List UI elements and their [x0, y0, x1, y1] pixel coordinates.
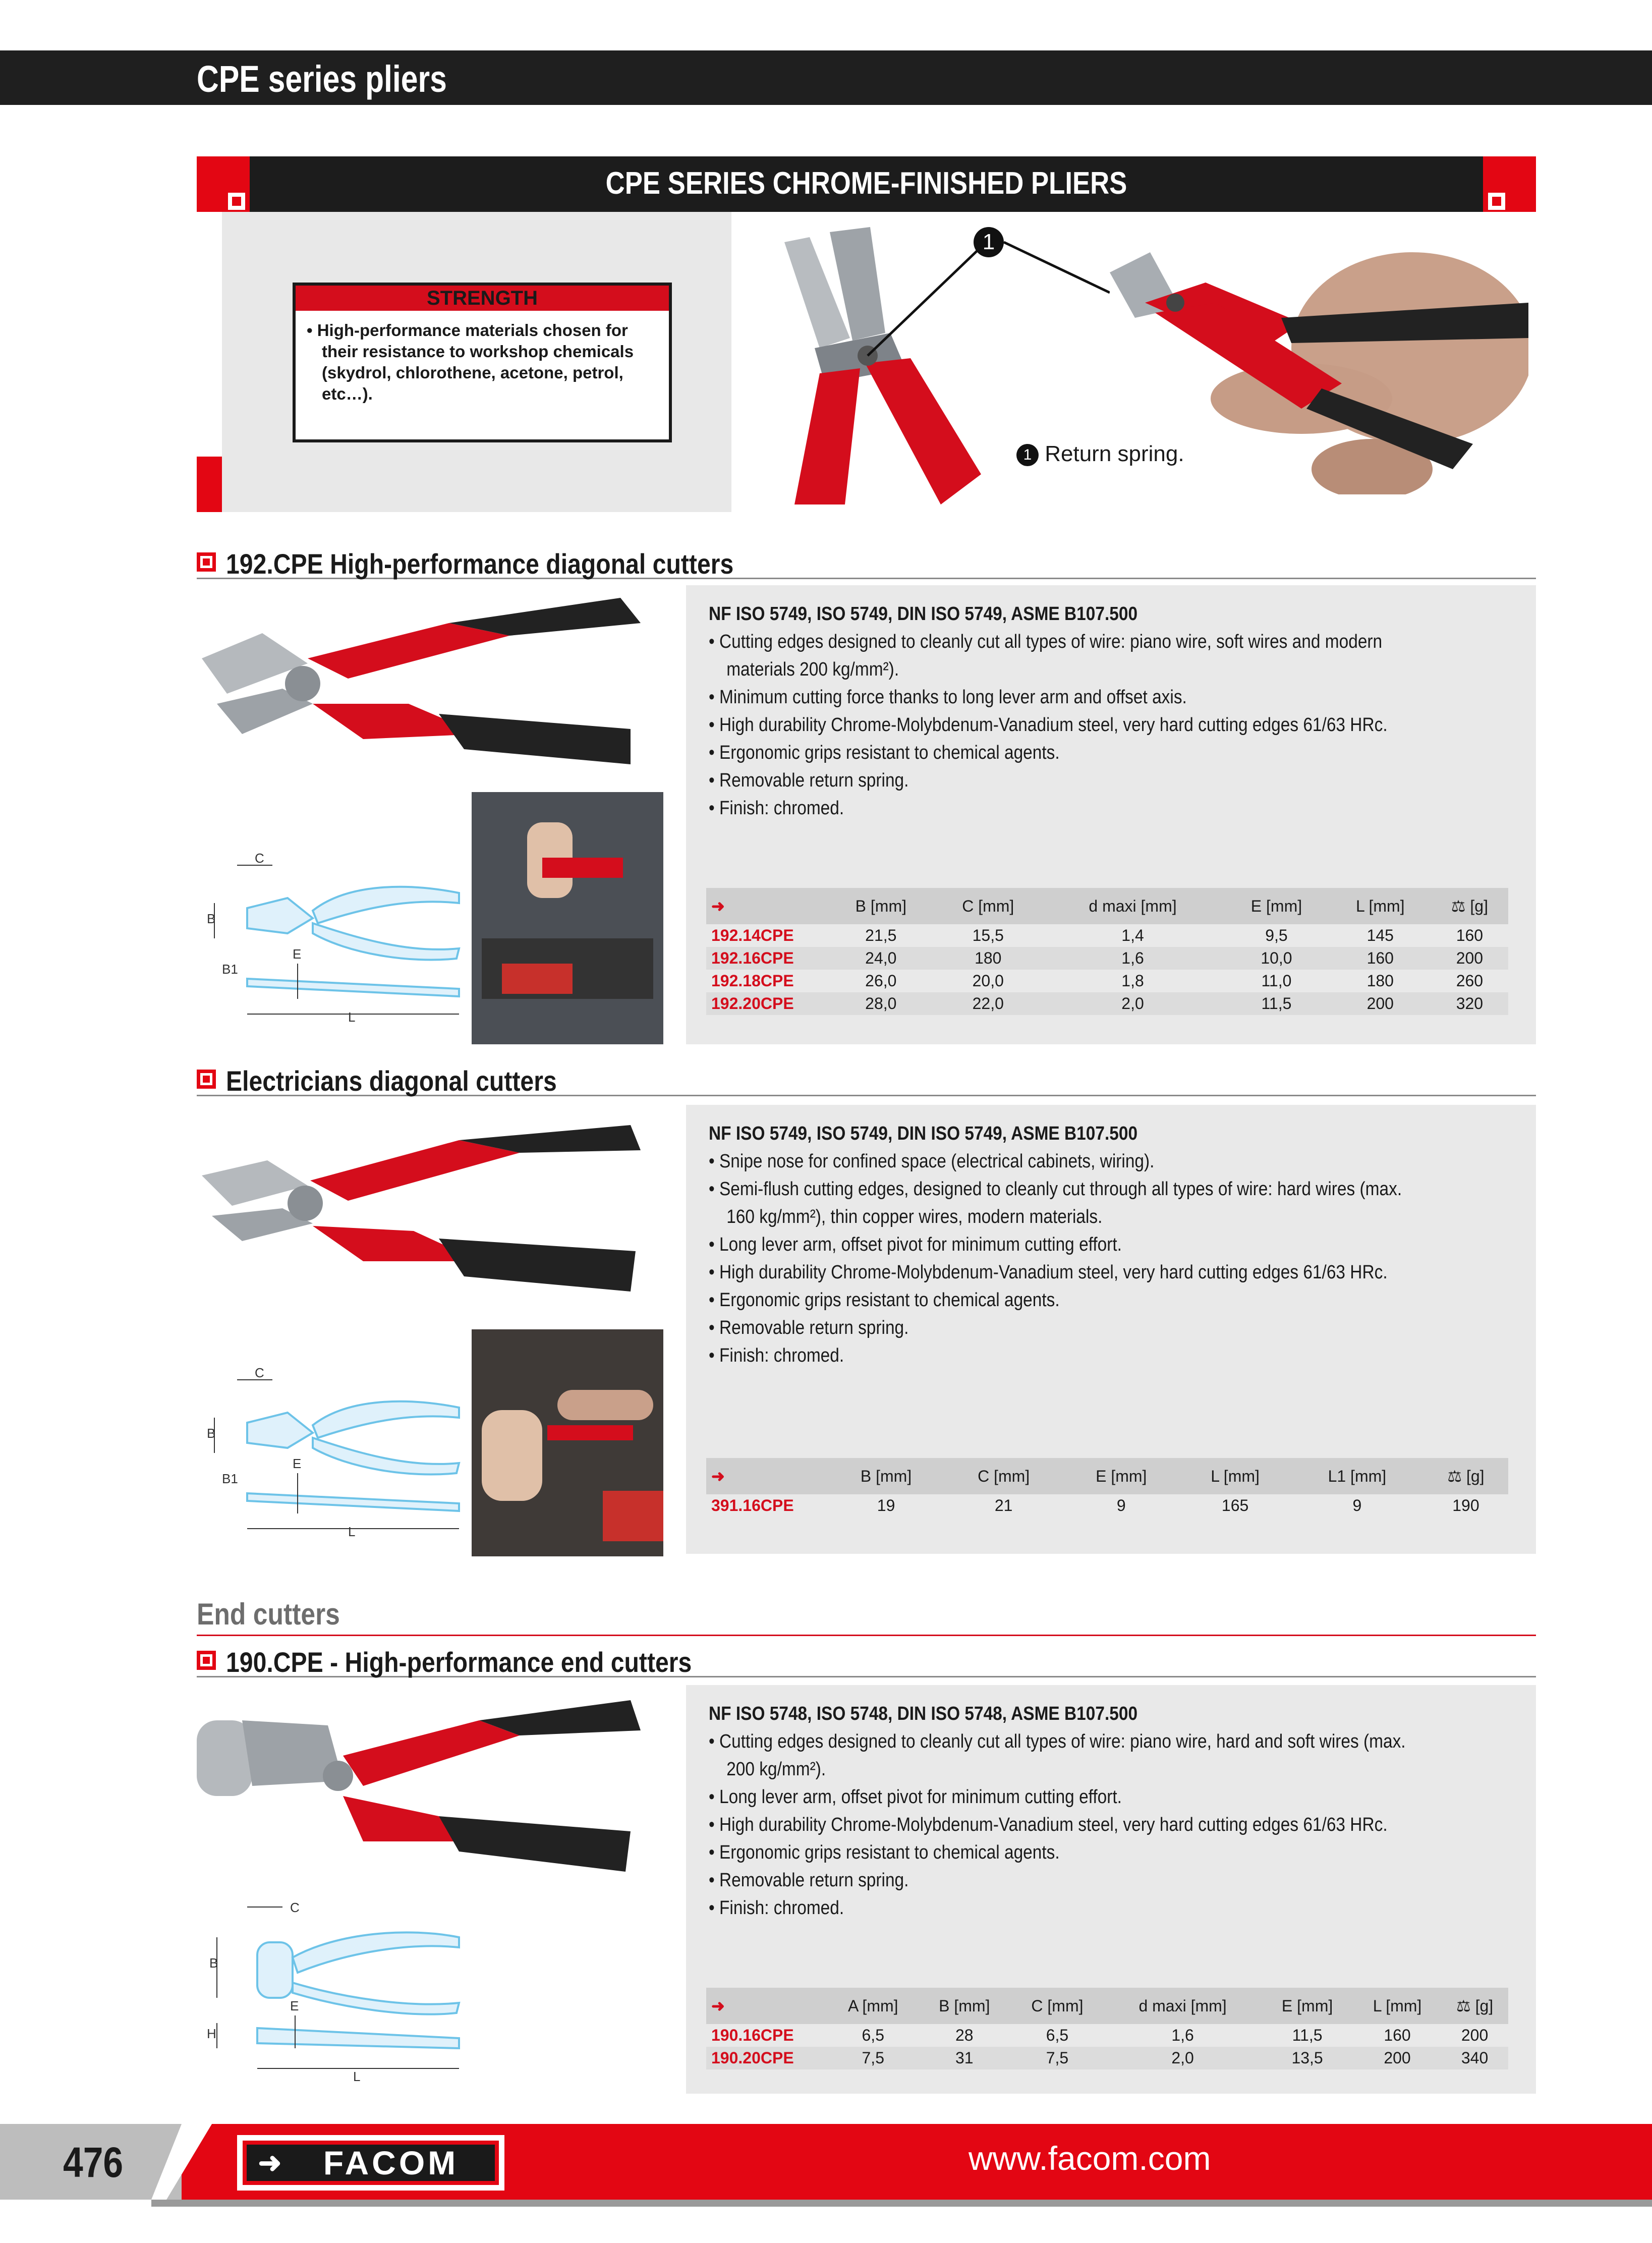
column-header: d maxi [mm]	[1104, 1988, 1261, 2024]
workshop-photo	[472, 792, 663, 1044]
table-header-row	[706, 1458, 1508, 1494]
footer-underline	[151, 2200, 1652, 2207]
dim-label-b1: B1	[222, 962, 238, 977]
column-header: C [mm]	[934, 888, 1042, 924]
strength-text	[296, 311, 669, 405]
strength-box	[293, 283, 672, 442]
dim-label-e: E	[293, 1456, 302, 1471]
bullet-line: • Removable return spring.	[709, 770, 909, 791]
spec-panel-190cpe	[686, 1685, 1536, 2094]
dim-label-b: B	[207, 1426, 216, 1441]
dimension-diagram	[197, 1367, 469, 1549]
category-title: End cutters	[197, 1597, 340, 1631]
strength-line: • High-performance materials chosen for	[307, 321, 628, 340]
section-title: 190.CPE - High-performance end cutters	[226, 1646, 692, 1678]
dim-label-e: E	[293, 946, 302, 962]
column-header: E [mm]	[1063, 1458, 1179, 1494]
callout-marker: 1	[974, 227, 1004, 257]
spec-panel-192cpe	[686, 585, 1536, 1044]
bullet-line: • Semi-flush cutting edges, designed to cleanly cut through all types of wire: hard wires (max.	[709, 1179, 1402, 1200]
spec-panel-electricians	[686, 1105, 1536, 1554]
bullet-line: • Long lever arm, offset pivot for minimum cutting effort.	[709, 1234, 1122, 1255]
spec-text	[709, 600, 1388, 822]
table-row: 192.18CPE 26,0 20,0 1,8 11,0 180 260	[706, 970, 1508, 992]
reference-icon: ➜	[706, 1458, 828, 1494]
bullet-line: • Ergonomic grips resistant to chemical agents.	[709, 1289, 1060, 1311]
bullet-line: • High durability Chrome-Molybdenum-Vanadium steel, very hard cutting edges 61/63 HRc.	[709, 714, 1388, 736]
weight-icon: ⚖	[1451, 897, 1470, 915]
column-header: L1 [mm]	[1291, 1458, 1423, 1494]
feature-title: CPE SERIES CHROME-FINISHED PLIERS	[605, 166, 1127, 201]
callout-caption	[1016, 441, 1184, 467]
dimension-diagram	[197, 853, 469, 1034]
dim-label-l: L	[348, 1524, 356, 1539]
pliers-closeup-photo	[764, 222, 1001, 504]
bullet-line: • Cutting edges designed to cleanly cut all types of wire: piano wire, hard and soft wires (max.	[709, 1731, 1406, 1752]
dimensions-table-190cpe	[706, 1988, 1508, 2069]
column-header: L [mm]	[1330, 888, 1431, 924]
weight-column-header: ⚖ [g]	[1431, 888, 1508, 924]
page-title: CPE series pliers	[197, 58, 447, 100]
dim-label-h: H	[207, 2026, 216, 2041]
feature-title-bar	[197, 156, 1536, 212]
bullet-line: 160 kg/mm²), thin copper wires, modern materials.	[726, 1206, 1103, 1227]
column-header: E [mm]	[1223, 888, 1330, 924]
bullet-line: materials 200 kg/mm²).	[726, 659, 899, 680]
column-header: A [mm]	[828, 1988, 918, 2024]
reference-cell: 192.14CPE	[711, 926, 794, 944]
dimensions-table-391cpe	[706, 1458, 1508, 1517]
bullet-line: • Snipe nose for confined space (electrical cabinets, wiring).	[709, 1151, 1155, 1172]
dim-label-b: B	[207, 911, 216, 926]
dim-label-c: C	[290, 1900, 300, 1915]
dimension-diagram	[197, 1897, 479, 2094]
dim-label-e: E	[290, 1998, 299, 2013]
table-row: 391.16CPE 19 21 9 165 9 190	[706, 1494, 1508, 1517]
spec-text	[709, 1120, 1402, 1370]
diagonal-cutters-photo	[197, 588, 651, 779]
section-bullet-icon	[197, 552, 216, 572]
reference-cell: 190.20CPE	[706, 2047, 828, 2069]
bullet-line: • Removable return spring.	[709, 1870, 909, 1891]
facom-wordmark: FACOM	[323, 2144, 459, 2181]
column-header: d maxi [mm]	[1042, 888, 1223, 924]
electrician-photo	[472, 1329, 663, 1556]
callout-label: Return spring.	[1045, 441, 1184, 466]
reference-icon: ➜	[706, 1988, 828, 2024]
weight-column-header: ⚖ [g]	[1423, 1458, 1508, 1494]
table-row: 192.20CPE 28,0 22,0 2,0 11,5 200 320	[706, 992, 1508, 1015]
bullet-line: • Long lever arm, offset pivot for minimum cutting effort.	[709, 1786, 1122, 1808]
section-heading-192cpe	[197, 547, 1536, 579]
dim-label-c: C	[255, 853, 264, 866]
bullet-line: • Ergonomic grips resistant to chemical agents.	[709, 1842, 1060, 1863]
bullet-line: • Finish: chromed.	[709, 1345, 844, 1366]
reference-icon: ➜	[706, 888, 828, 924]
electricians-cutters-photo	[197, 1110, 651, 1302]
table-row: 192.16CPE 24,0 180 1,6 10,0 160 200	[706, 947, 1508, 970]
bullet-line: • High durability Chrome-Molybdenum-Vanadium steel, very hard cutting edges 61/63 HRc.	[709, 1262, 1388, 1283]
bullet-line: • Cutting edges designed to cleanly cut all types of wire: piano wire, soft wires and modern	[709, 631, 1383, 652]
feature-right-panel	[736, 212, 1536, 512]
corner-mark	[1483, 156, 1536, 212]
section-bullet-icon	[197, 1070, 216, 1089]
table-row: 190.16CPE 6,5 28 6,5 1,6 11,5 160 200	[706, 2024, 1508, 2047]
feature-box	[197, 156, 1536, 512]
section-heading-electricians	[197, 1064, 1536, 1096]
dim-label-l: L	[353, 2069, 361, 2084]
bullet-line: • Ergonomic grips resistant to chemical agents.	[709, 742, 1060, 763]
section-heading-190cpe	[197, 1646, 1536, 1677]
feature-left-panel	[222, 212, 731, 512]
dim-label-b: B	[209, 1955, 218, 1971]
spec-text	[709, 1700, 1406, 1922]
table-header-row	[706, 888, 1508, 924]
strength-line: (skydrol, chlorothene, acetone, petrol,	[322, 363, 623, 382]
reference-cell: 192.16CPE	[706, 947, 828, 970]
bullet-line: • Finish: chromed.	[709, 1897, 844, 1919]
callout-marker-small: 1	[1016, 444, 1039, 466]
website-link[interactable]: www.facom.com	[969, 2140, 1211, 2177]
column-header: B [mm]	[918, 1988, 1010, 2024]
bullet-line: • Minimum cutting force thanks to long lever arm and offset axis.	[709, 687, 1187, 708]
facom-logo	[237, 2135, 504, 2191]
table-row: 192.14CPE 21,5 15,5 1,4 9,5 145 160	[706, 924, 1508, 947]
strength-title: STRENGTH	[296, 286, 669, 311]
column-header: B [mm]	[828, 1458, 944, 1494]
reference-cell: 192.18CPE	[711, 972, 794, 990]
strength-line: etc…).	[322, 384, 373, 403]
dim-label-l: L	[348, 1010, 356, 1025]
section-title: Electricians diagonal cutters	[226, 1065, 557, 1097]
weight-icon: ⚖	[1447, 1467, 1466, 1485]
standards-line: NF ISO 5749, ISO 5749, DIN ISO 5749, ASME B107.500	[709, 1123, 1138, 1144]
corner-mark	[197, 156, 250, 212]
table-row: 190.20CPE 7,5 31 7,5 2,0 13,5 200 340	[706, 2047, 1508, 2069]
weight-icon: ⚖	[1456, 1997, 1475, 2015]
top-banner	[0, 50, 1652, 105]
facom-mark-icon: ➜	[258, 2147, 282, 2178]
weight-column-header: ⚖ [g]	[1441, 1988, 1508, 2024]
end-cutters-photo	[197, 1690, 651, 1882]
reference-cell: 391.16CPE	[711, 1496, 794, 1515]
category-heading	[197, 1597, 1536, 1636]
column-header: B [mm]	[828, 888, 934, 924]
footer-slant	[151, 2124, 212, 2200]
standards-line: NF ISO 5748, ISO 5748, DIN ISO 5748, ASME B107.500	[709, 1703, 1138, 1724]
page-number: 476	[63, 2139, 124, 2186]
standards-line: NF ISO 5749, ISO 5749, DIN ISO 5749, ASME B107.500	[709, 603, 1138, 625]
section-bullet-icon	[197, 1651, 216, 1670]
column-header: C [mm]	[944, 1458, 1063, 1494]
section-title: 192.CPE High-performance diagonal cutters	[226, 548, 734, 580]
reference-cell: 192.20CPE	[706, 992, 828, 1015]
dimensions-table-192cpe	[706, 888, 1508, 1015]
bullet-line: • Finish: chromed.	[709, 798, 844, 819]
dim-label-c: C	[255, 1367, 264, 1380]
column-header: C [mm]	[1010, 1988, 1104, 2024]
bullet-line: • Removable return spring.	[709, 1317, 909, 1338]
column-header: L [mm]	[1179, 1458, 1291, 1494]
reference-cell: 190.16CPE	[711, 2026, 794, 2044]
column-header: E [mm]	[1261, 1988, 1353, 2024]
table-header-row	[706, 1988, 1508, 2024]
dim-label-b1: B1	[222, 1471, 238, 1486]
strength-line: their resistance to workshop chemicals	[322, 342, 634, 361]
bullet-line: 200 kg/mm²).	[726, 1759, 826, 1780]
bullet-line: • High durability Chrome-Molybdenum-Vanadium steel, very hard cutting edges 61/63 HRc.	[709, 1814, 1388, 1835]
column-header: L [mm]	[1353, 1988, 1441, 2024]
